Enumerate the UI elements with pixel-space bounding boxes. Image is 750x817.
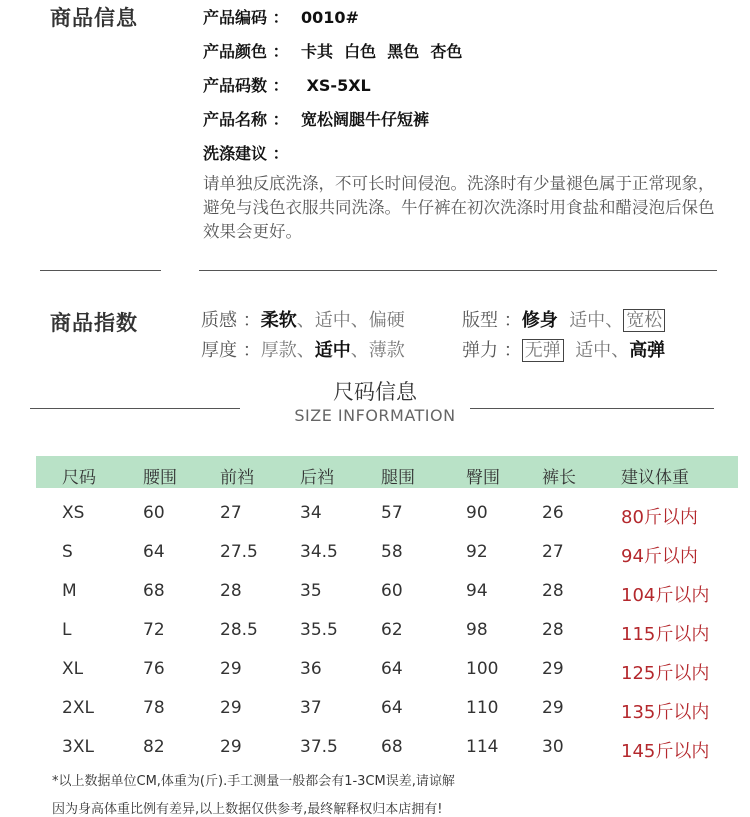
index-sep: 、 — [296, 310, 315, 331]
info-key: 产品编码 ： — [203, 8, 289, 27]
size-table-cell: 28 — [542, 620, 564, 640]
size-table-cell: 64 — [143, 542, 165, 562]
index-sep: 、 — [605, 310, 624, 331]
size-table-header-cell: 裤长 — [542, 468, 576, 488]
size-table-cell: 29 — [542, 659, 564, 679]
size-table-cell: 57 — [381, 503, 403, 523]
size-table-cell: 29 — [542, 698, 564, 718]
index-opt: 薄款 — [368, 340, 405, 361]
size-table-cell: 37 — [300, 698, 322, 718]
size-table-cell: 3XL — [62, 737, 94, 757]
size-table-header-cell: 臀围 — [466, 468, 500, 488]
info-row-size-range — [203, 73, 371, 96]
info-row-wash — [203, 141, 301, 164]
index-opt: 宽松 — [623, 309, 665, 332]
size-table-cell: 34 — [300, 503, 322, 523]
info-row-code — [203, 5, 359, 28]
size-table-cell: XS — [62, 503, 85, 523]
size-table-cell: 37.5 — [300, 737, 338, 757]
size-table-header-cell: 腰围 — [143, 468, 177, 488]
size-table-cell: 114 — [466, 737, 499, 757]
info-row-color — [203, 39, 462, 62]
product-info-title: 商品信息 — [50, 6, 138, 30]
size-table-cell: 60 — [143, 503, 165, 523]
size-table-cell: 60 — [381, 581, 403, 601]
size-table-cell: 28.5 — [220, 620, 258, 640]
index-texture — [201, 306, 405, 332]
size-table-cell: 34.5 — [300, 542, 338, 562]
size-table-cell: 36 — [300, 659, 322, 679]
info-value: 卡其 白色 黑色 杏色 — [301, 42, 463, 61]
size-table-cell: 29 — [220, 698, 242, 718]
size-table-header-cell: 尺码 — [62, 468, 96, 488]
wash-advice-text: 请单独反底洗涤，不可长时间侵泡。洗涤时有少量褪色属于正常现象，避免与浅色衣服共同洗涤。牛仔裤在初次洗涤时用食盐和醋浸泡后保色效果会更好。 — [203, 174, 715, 241]
size-info-subtitle: SIZE INFORMATION — [294, 406, 456, 425]
size-table-cell: 68 — [143, 581, 165, 601]
size-table-weight-cell: 145斤以内 — [621, 741, 710, 762]
size-table-cell: 29 — [220, 737, 242, 757]
divider-right — [199, 270, 717, 271]
size-table-weight-cell: 94斤以内 — [621, 546, 698, 567]
size-table-cell: 28 — [220, 581, 242, 601]
size-table-cell: 27 — [220, 503, 242, 523]
size-table-cell: 64 — [381, 659, 403, 679]
info-key: 洗涤建议 ： — [203, 144, 289, 163]
index-sep: 、 — [350, 310, 369, 331]
size-table-cell: 62 — [381, 620, 403, 640]
size-table-cell: M — [62, 581, 77, 601]
index-label: 版型 ： — [462, 310, 522, 331]
index-sep: 、 — [350, 340, 369, 361]
index-fit — [462, 306, 665, 332]
size-table-header-cell: 后裆 — [300, 468, 334, 488]
size-table-cell: 30 — [542, 737, 564, 757]
info-key: 产品名称 ： — [203, 110, 289, 129]
size-table-weight-cell: 115斤以内 — [621, 624, 710, 645]
size-table-cell: 35 — [300, 581, 322, 601]
index-elasticity — [462, 336, 665, 362]
index-sep: 、 — [611, 340, 630, 361]
info-value: 0010# — [301, 8, 359, 27]
size-table-cell: 68 — [381, 737, 403, 757]
size-table-cell: 58 — [381, 542, 403, 562]
divider-left — [40, 270, 161, 271]
info-row-name — [203, 107, 429, 130]
note-disclaimer: 因为身高体重比例有差异,以上数据仅供参考,最终解释权归本店拥有! — [52, 802, 443, 817]
size-table-cell: L — [62, 620, 72, 640]
size-table-cell: 82 — [143, 737, 165, 757]
index-label: 弹力 ： — [462, 340, 522, 361]
size-table-weight-cell: 125斤以内 — [621, 663, 710, 684]
size-table-cell: 94 — [466, 581, 488, 601]
index-opt: 偏硬 — [368, 310, 405, 331]
index-opt: 柔软 — [260, 310, 297, 331]
size-info-title: 尺码信息 — [333, 380, 417, 404]
size-table-cell: 92 — [466, 542, 488, 562]
info-key: 产品码数 ： — [203, 76, 289, 95]
size-table-cell: 98 — [466, 620, 488, 640]
index-opt: 厚款 — [260, 340, 297, 361]
size-table-cell: 90 — [466, 503, 488, 523]
size-table-cell: 35.5 — [300, 620, 338, 640]
size-table-cell: 27 — [542, 542, 564, 562]
size-table-cell: 72 — [143, 620, 165, 640]
index-opt: 无弹 — [522, 339, 564, 362]
product-index-title: 商品指数 — [50, 311, 138, 335]
index-opt: 适中 — [314, 310, 351, 331]
size-divider-right — [470, 408, 714, 409]
size-table-header-cell: 腿围 — [381, 468, 415, 488]
size-table-cell: 64 — [381, 698, 403, 718]
size-table-weight-cell: 135斤以内 — [621, 702, 710, 723]
size-table-cell: 28 — [542, 581, 564, 601]
size-table-cell: 100 — [466, 659, 499, 679]
size-table-cell: 110 — [466, 698, 499, 718]
note-unit: *以上数据单位CM,体重为(斤).手工测量一般都会有1-3CM误差,请谅解 — [52, 774, 455, 789]
index-opt: 修身 — [521, 310, 558, 331]
index-opt: 适中 — [569, 310, 606, 331]
index-label: 厚度 ： — [201, 340, 261, 361]
info-value: XS-5XL — [301, 76, 371, 95]
index-opt: 适中 — [575, 340, 612, 361]
info-key: 产品颜色 ： — [203, 42, 289, 61]
size-table-cell: XL — [62, 659, 84, 679]
info-value: 宽松阔腿牛仔短裤 — [301, 110, 430, 129]
index-opt: 高弹 — [629, 340, 666, 361]
size-table-cell: 27.5 — [220, 542, 258, 562]
index-sep: 、 — [296, 340, 315, 361]
size-table-cell: 78 — [143, 698, 165, 718]
index-sep — [564, 340, 575, 361]
index-opt: 适中 — [314, 340, 351, 361]
size-table-cell: 76 — [143, 659, 165, 679]
size-table-cell: 2XL — [62, 698, 94, 718]
index-sep — [558, 310, 569, 331]
size-table-cell: 29 — [220, 659, 242, 679]
size-table-header-cell: 前裆 — [220, 468, 254, 488]
size-table-cell: 26 — [542, 503, 564, 523]
size-table-weight-cell: 80斤以内 — [621, 507, 698, 528]
index-thickness — [201, 336, 405, 362]
size-table-header-cell: 建议体重 — [621, 468, 689, 488]
size-table-cell: S — [62, 542, 73, 562]
size-table-weight-cell: 104斤以内 — [621, 585, 710, 606]
index-label: 质感 ： — [201, 310, 261, 331]
